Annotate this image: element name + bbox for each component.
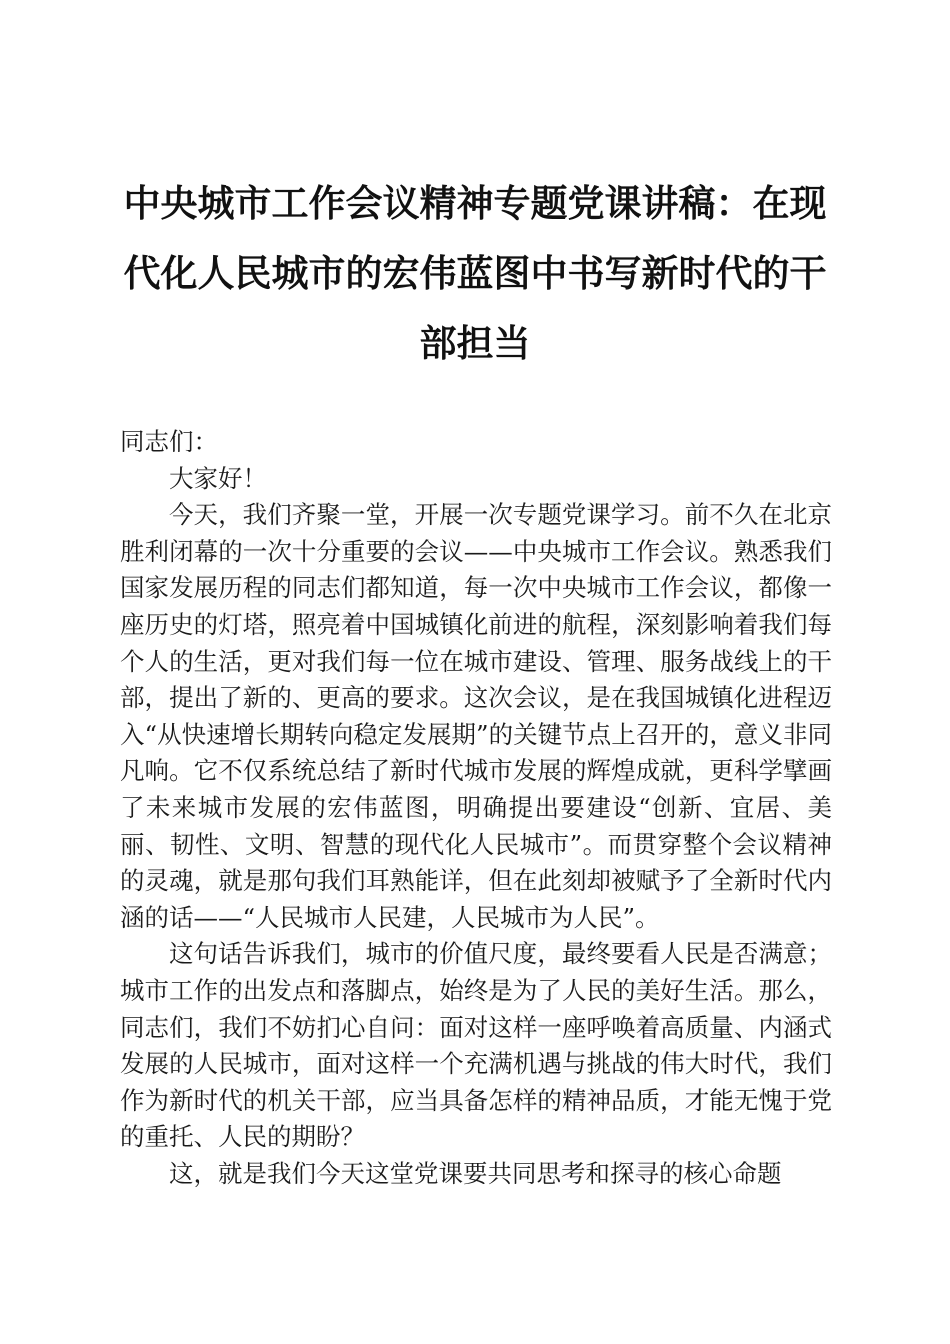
paragraph-reflection: 这句话告诉我们，城市的价值尺度，最终要看人民是否满意；城市工作的出发点和落脚点，始终是为了人民的美好生活。那么，同志们，我们不妨扪心自问：面对这样一座呼唤着高质量、内涵式发展的人民城市，面对这样一个充满机遇与挑战的伟大时代，我们作为新时代的机关干部，应当具备怎样的精神品质，才能无愧于党的重托、人民的期盼？: [120, 939, 832, 1152]
paragraph-core-question: 这，就是我们今天这堂党课要共同思考和探寻的核心命题: [169, 1158, 782, 1188]
document-body: [120, 424, 832, 1192]
salutation: 同志们：: [120, 427, 218, 456]
document-title: 中央城市工作会议精神专题党课讲稿：在现代化人民城市的宏伟蓝图中书写新时代的干部担当: [123, 181, 827, 365]
paragraph-greeting: 大家好！: [169, 463, 267, 493]
paragraph-introduction: 今天，我们齐聚一堂，开展一次专题党课学习。前不久在北京胜利闭幕的一次十分重要的会议——中央城市工作会议。熟悉我们国家发展历程的同志们都知道，每一次中央城市工作会议，都像一座历史的灯塔，照亮着中国城镇化前进的航程，深刻影响着我们每个人的生活，更对我们每一位在城市建设、管理、服务战线上的干部，提出了新的、更高的要求。这次会议，是在我国城镇化进程迈入“从快速增长期转向稳定发展期”的关键节点上召开的，意义非同凡响。它不仅系统总结了新时代城市发展的辉煌成就，更科学擘画了未来城市发展的宏伟蓝图，明确提出要建设“创新、宜居、美丽、韧性、文明、智慧的现代化人民城市”。而贯穿整个会议精神的灵魂，就是那句我们耳熟能详，但在此刻却被赋予了全新时代内涵的话——“人民城市人民建，人民城市为人民”。: [120, 500, 832, 932]
